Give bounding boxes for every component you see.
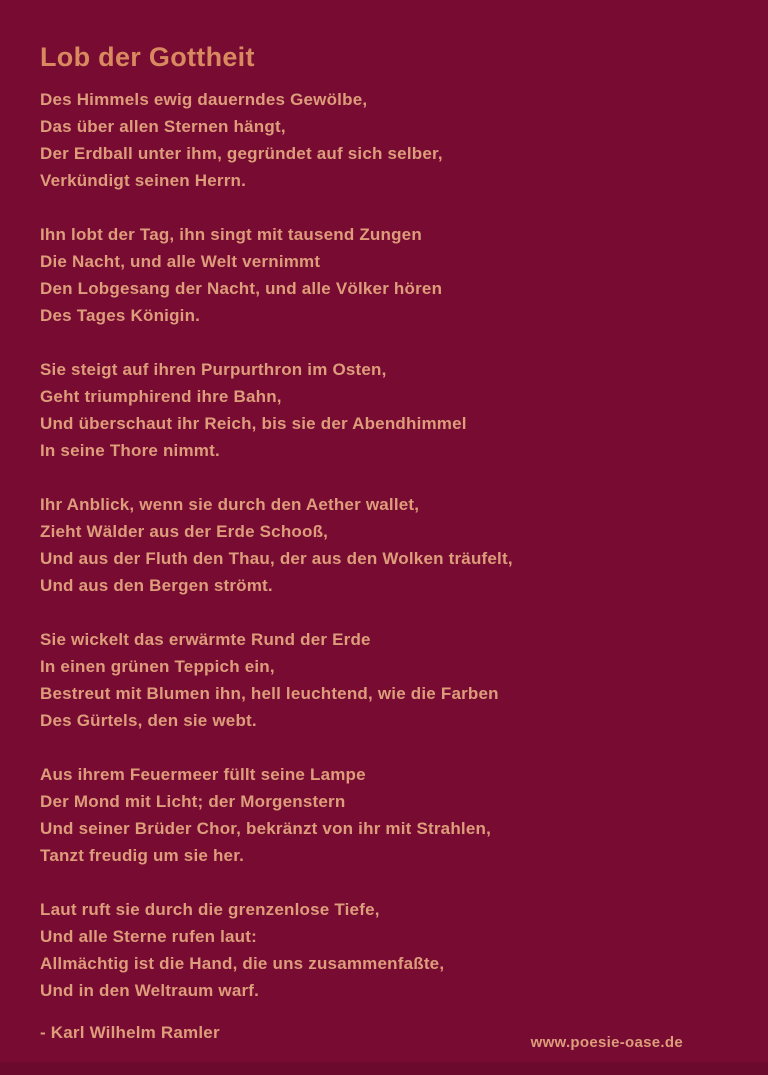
poem-line: Das über allen Sternen hängt,	[40, 117, 286, 136]
poem-line: Der Mond mit Licht; der Morgenstern	[40, 792, 346, 811]
poem-stanza	[40, 896, 728, 1004]
poem-line: Des Gürtels, den sie webt.	[40, 711, 257, 730]
page-title: Lob der Gottheit	[40, 42, 255, 72]
poem-line: Des Tages Königin.	[40, 306, 201, 325]
poem-line: Ihr Anblick, wenn sie durch den Aether wallet,	[40, 495, 420, 514]
poem-stanza	[40, 761, 728, 869]
poem-line: Sie steigt auf ihren Purpurthron im Osten,	[40, 360, 387, 379]
poem-line: Und seiner Brüder Chor, bekränzt von ihr mit Strahlen,	[40, 819, 491, 838]
poem-line: Aus ihrem Feuermeer füllt seine Lampe	[40, 765, 366, 784]
poem-line: Allmächtig ist die Hand, die uns zusammenfaßte,	[40, 954, 445, 973]
poem-line: Den Lobgesang der Nacht, und alle Völker hören	[40, 279, 443, 298]
poem-stanza	[40, 221, 728, 329]
poem-line: Und überschaut ihr Reich, bis sie der Abendhimmel	[40, 414, 467, 433]
poem-line: Sie wickelt das erwärmte Rund der Erde	[40, 630, 371, 649]
poem-line: Und in den Weltraum warf.	[40, 981, 260, 1000]
poem-line: Tanzt freudig um sie her.	[40, 846, 244, 865]
poem-line: In einen grünen Teppich ein,	[40, 657, 275, 676]
poem-line: Laut ruft sie durch die grenzenlose Tiefe,	[40, 900, 380, 919]
poem-line: Bestreut mit Blumen ihn, hell leuchtend, wie die Farben	[40, 684, 499, 703]
poem-stanza	[40, 356, 728, 464]
poem-stanza	[40, 626, 728, 734]
poem-line: Und aus den Bergen strömt.	[40, 576, 273, 595]
poem-line: Die Nacht, und alle Welt vernimmt	[40, 252, 321, 271]
poem-line: Des Himmels ewig dauerndes Gewölbe,	[40, 90, 368, 109]
poem-stanza	[40, 491, 728, 599]
poem-line: Der Erdball unter ihm, gegründet auf sich selber,	[40, 144, 443, 163]
poem-line: Geht triumphirend ihre Bahn,	[40, 387, 282, 406]
poem-line: Zieht Wälder aus der Erde Schooß,	[40, 522, 329, 541]
poem-line: Und aus der Fluth den Thau, der aus den Wolken träufelt,	[40, 549, 513, 568]
footer-band	[0, 1062, 768, 1075]
poem-line: Ihn lobt der Tag, ihn singt mit tausend Zungen	[40, 225, 422, 244]
poem-stanza	[40, 86, 728, 194]
poem-line: In seine Thore nimmt.	[40, 441, 220, 460]
author-attribution: - Karl Wilhelm Ramler	[40, 1023, 220, 1042]
site-watermark: www.poesie-oase.de	[530, 1034, 683, 1051]
poem-line: Verkündigt seinen Herrn.	[40, 171, 247, 190]
poem-line: Und alle Sterne rufen laut:	[40, 927, 257, 946]
